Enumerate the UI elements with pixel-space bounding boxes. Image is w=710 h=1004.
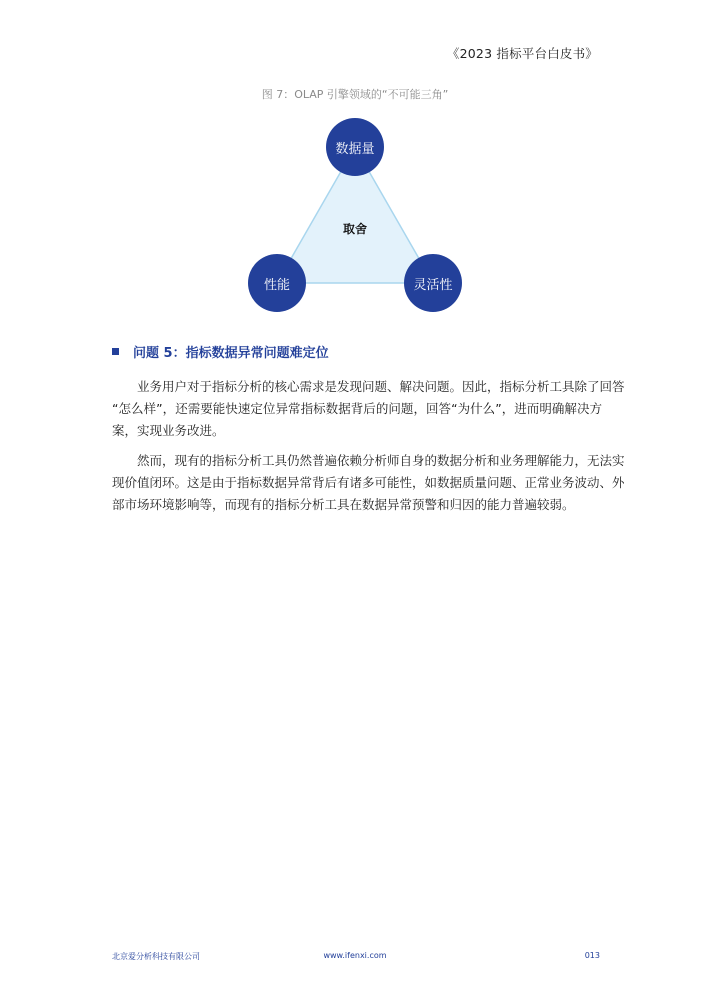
paragraph-line: 现价值闭环。这是由于指标数据异常背后有诸多可能性，如数据质量问题、正常业务波动、外 — [112, 475, 625, 490]
paragraph-line: 案，实现业务改进。 — [112, 423, 225, 438]
node-flexibility: 灵活性 — [404, 254, 462, 312]
paragraph-1 — [112, 376, 625, 442]
paragraph-line: 然而，现有的指标分析工具仍然普遍依赖分析师自身的数据分析和业务理解能力，无法实 — [112, 453, 625, 468]
paragraph-line: 业务用户对于指标分析的核心需求是发现问题、解决问题。因此，指标分析工具除了回答 — [112, 379, 625, 394]
paragraph-line: “怎么样”，还需要能快速定位异常指标数据背后的问题，回答“为什么”，进而明确解决方 — [112, 401, 602, 416]
footer-company: 北京爱分析科技有限公司 — [112, 952, 200, 961]
footer-website-link[interactable]: www.ifenxi.com — [323, 951, 387, 960]
impossible-triangle-diagram — [240, 112, 480, 322]
node-data-volume: 数据量 — [326, 118, 384, 176]
header-doc-title: 《2023 指标平台白皮书》 — [446, 46, 598, 61]
square-bullet-icon — [112, 348, 119, 355]
tradeoff-label: 取舍 — [342, 222, 367, 236]
node-performance: 性能 — [248, 254, 306, 312]
figure-caption: 图 7：OLAP 引擎领域的“不可能三角” — [261, 88, 449, 101]
section-heading-text: 问题 5：指标数据异常问题难定位 — [133, 346, 329, 361]
paragraph-line: 部市场环境影响等，而现有的指标分析工具在数据异常预警和归因的能力普遍较弱。 — [112, 497, 575, 512]
footer-page-number: 013 — [584, 951, 600, 960]
section-heading — [112, 342, 329, 361]
paragraph-2 — [112, 450, 625, 516]
